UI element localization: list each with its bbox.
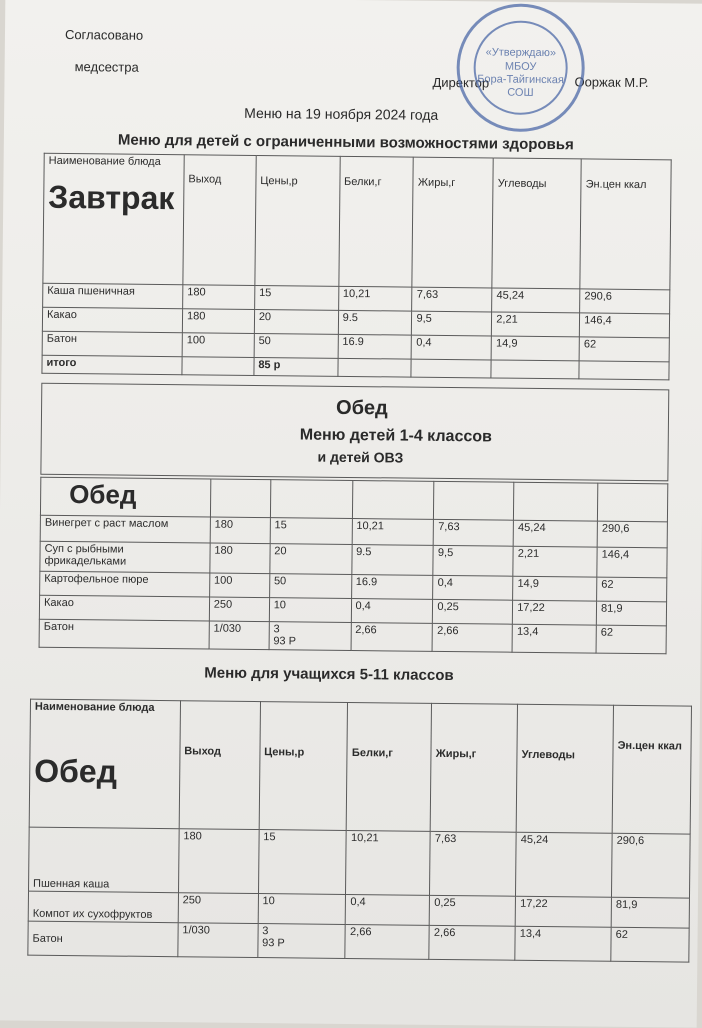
page-title: Меню на 19 ноября 2024 года xyxy=(244,104,439,123)
col-protein: Белки,г xyxy=(338,156,413,287)
table-header-row xyxy=(40,477,667,522)
director-name: Ооржак М.Р. xyxy=(574,74,649,91)
col-dish-name: Наименование блюда Завтрак xyxy=(43,153,184,284)
table-row: Батон 100 50 16.9 0,4 14,9 62 xyxy=(42,331,669,362)
col-carbs: Углеводы xyxy=(492,158,581,289)
lunch-senior-table xyxy=(27,699,692,963)
table-row: Компот их сухофруктов 250 10 0,4 0,25 17,22 81,9 xyxy=(28,891,689,928)
lunch-subheading-2: и детей ОВЗ xyxy=(317,448,404,466)
col-fat: Жиры,г xyxy=(412,157,493,288)
lunch-subheading-1: Меню детей 1-4 классов xyxy=(299,426,492,446)
total-label: итого xyxy=(42,355,182,374)
section1-title: Меню для детей с ограниченными возможностями здоровья xyxy=(117,131,574,154)
table-row: Батон 1/030 3 93 Р 2,66 2,66 13,4 62 xyxy=(28,921,689,962)
meal-heading: Завтрак xyxy=(48,178,175,217)
table-row: Картофельное пюре 100 50 16.9 0,4 14,9 62 xyxy=(40,571,667,602)
table-header-row: Наименование блюда Обед Выход Цены,р Белки,г Жиры,г Углеводы Эн.цен ккал xyxy=(29,699,691,834)
lunch-junior-table xyxy=(39,477,669,655)
breakfast-table xyxy=(41,153,671,381)
school-stamp: «Утверждаю» МБОУ Бора-Тайгинская СОШ xyxy=(456,3,585,132)
col-energy: Эн.цен ккал xyxy=(580,159,671,290)
total-value: 85 р xyxy=(254,357,338,376)
table-row: Пшенная каша 180 15 10,21 7,63 45,24 290,6 xyxy=(29,827,691,898)
col-price: Цены,р xyxy=(255,155,340,286)
table-row: Какао 250 10 0,4 0,25 17,22 81,9 xyxy=(39,595,666,626)
meal-heading: Обед xyxy=(69,479,137,510)
table-row: Какао 180 20 9.5 9,5 2,21 146,4 xyxy=(42,307,669,338)
table-row: Винегрет с раст маслом 180 15 10,21 7,63 45,24 290,6 xyxy=(40,515,667,548)
director-label: Директор xyxy=(432,74,490,91)
nurse-label: медсестра xyxy=(74,59,139,75)
table-row: Батон 1/030 3 93 Р 2,66 2,66 13,4 62 xyxy=(39,619,666,654)
lunch-heading: Обед xyxy=(335,396,388,420)
table-row: Каша пшеничная 180 15 10,21 7,63 45,24 290,6 xyxy=(43,283,670,314)
meal-heading: Обед xyxy=(34,752,118,790)
col-output: Выход xyxy=(183,155,256,286)
lunch-heading-box xyxy=(40,383,669,482)
section3-title: Меню для учащихся 5-11 классов xyxy=(204,664,454,685)
table-row: Суп с рыбными фрикадельками 180 20 9.5 9,5 2,21 146,4 xyxy=(40,541,667,578)
approved-label: Согласовано xyxy=(64,26,144,43)
table-header-row xyxy=(43,153,671,290)
